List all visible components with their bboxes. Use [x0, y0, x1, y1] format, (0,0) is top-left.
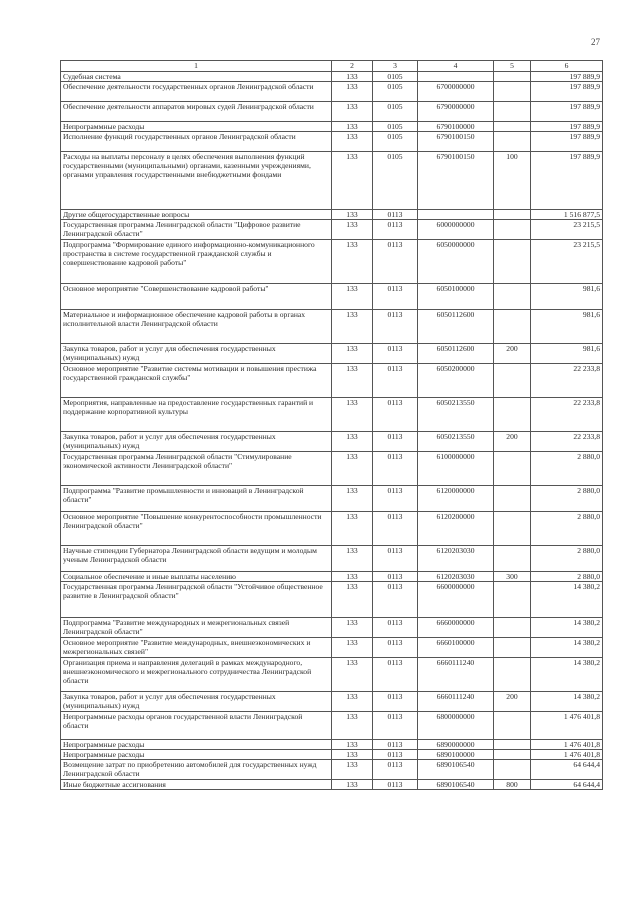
table-row	[61, 220, 603, 240]
row-expense-type	[494, 658, 531, 692]
row-target-article: 6890100000	[418, 750, 494, 760]
row-name: Непрограммные расходы органов государственной власти Ленинградской области	[61, 712, 332, 740]
row-amount: 197 889,9	[531, 72, 603, 82]
row-amount: 14 380,2	[531, 638, 603, 658]
table-row	[61, 546, 603, 572]
row-target-article: 6120203030	[418, 546, 494, 572]
row-ministry-code: 133	[332, 658, 373, 692]
row-target-article: 6000000000	[418, 220, 494, 240]
table-row	[61, 240, 603, 284]
row-ministry-code: 133	[332, 284, 373, 310]
row-target-article: 6050213550	[418, 432, 494, 452]
row-section-code: 0113	[373, 582, 418, 618]
table-row	[61, 658, 603, 692]
table-row	[61, 210, 603, 220]
row-name: Иные бюджетные ассигнования	[61, 780, 332, 790]
row-section-code: 0113	[373, 750, 418, 760]
table-row	[61, 712, 603, 740]
table-row	[61, 780, 603, 790]
row-name: Основное мероприятие "Повышение конкурентоспособности промышленности Ленинградской области"	[61, 512, 332, 546]
row-amount: 2 880,0	[531, 452, 603, 486]
row-amount: 23 215,5	[531, 240, 603, 284]
row-amount: 197 889,9	[531, 82, 603, 102]
row-expense-type	[494, 452, 531, 486]
row-target-article: 6050000000	[418, 240, 494, 284]
row-section-code: 0113	[373, 284, 418, 310]
table-body	[61, 72, 603, 790]
row-amount: 14 380,2	[531, 658, 603, 692]
row-target-article: 6120200000	[418, 512, 494, 546]
row-ministry-code: 133	[332, 760, 373, 780]
row-ministry-code: 133	[332, 486, 373, 512]
row-expense-type	[494, 122, 531, 132]
row-section-code: 0113	[373, 240, 418, 284]
row-section-code: 0105	[373, 72, 418, 82]
row-amount: 197 889,9	[531, 102, 603, 122]
table-row	[61, 82, 603, 102]
row-name: Материальное и информационное обеспечение кадровой работы в органах исполнительной власти Ленинградской области	[61, 310, 332, 344]
row-ministry-code: 133	[332, 102, 373, 122]
header-col-4: 4	[418, 61, 494, 72]
row-target-article: 6800000000	[418, 712, 494, 740]
row-ministry-code: 133	[332, 152, 373, 210]
row-expense-type	[494, 132, 531, 152]
row-expense-type	[494, 638, 531, 658]
row-target-article: 6050100000	[418, 284, 494, 310]
row-section-code: 0113	[373, 740, 418, 750]
header-col-5: 5	[494, 61, 531, 72]
row-name: Организация приема и направления делегаций в рамках международного, внешнеэкономического и межрегионального сотрудничества Ленинградской области	[61, 658, 332, 692]
row-name: Возмещение затрат по приобретению автомобилей для государственных нужд Ленинградской области	[61, 760, 332, 780]
table-row	[61, 344, 603, 364]
row-expense-type	[494, 210, 531, 220]
row-ministry-code: 133	[332, 638, 373, 658]
row-target-article: 6790000000	[418, 102, 494, 122]
row-section-code: 0105	[373, 152, 418, 210]
row-amount: 22 233,8	[531, 398, 603, 432]
row-expense-type: 100	[494, 152, 531, 210]
row-name: Основное мероприятие "Совершенствование кадровой работы"	[61, 284, 332, 310]
row-target-article: 6790100150	[418, 132, 494, 152]
row-section-code: 0113	[373, 692, 418, 712]
row-name: Закупка товаров, работ и услуг для обеспечения государственных (муниципальных) нужд	[61, 344, 332, 364]
row-ministry-code: 133	[332, 344, 373, 364]
row-amount: 981,6	[531, 344, 603, 364]
row-section-code: 0105	[373, 122, 418, 132]
table-row	[61, 310, 603, 344]
row-expense-type	[494, 102, 531, 122]
row-amount: 197 889,9	[531, 122, 603, 132]
row-section-code: 0113	[373, 398, 418, 432]
row-amount: 981,6	[531, 310, 603, 344]
row-expense-type	[494, 72, 531, 82]
row-section-code: 0113	[373, 638, 418, 658]
row-amount: 14 380,2	[531, 692, 603, 712]
table-row	[61, 284, 603, 310]
row-expense-type: 300	[494, 572, 531, 582]
table-row	[61, 72, 603, 82]
header-col-6: 6	[531, 61, 603, 72]
row-target-article: 6660000000	[418, 618, 494, 638]
row-ministry-code: 133	[332, 546, 373, 572]
row-name: Непрограммные расходы	[61, 740, 332, 750]
row-section-code: 0113	[373, 572, 418, 582]
row-target-article: 6660111240	[418, 658, 494, 692]
row-ministry-code: 133	[332, 398, 373, 432]
table-row	[61, 102, 603, 122]
row-name: Обеспечение деятельности государственных органов Ленинградской области	[61, 82, 332, 102]
row-expense-type	[494, 712, 531, 740]
row-amount: 2 880,0	[531, 546, 603, 572]
table-row	[61, 750, 603, 760]
row-target-article: 6120000000	[418, 486, 494, 512]
row-target-article: 6100000000	[418, 452, 494, 486]
row-section-code: 0113	[373, 658, 418, 692]
row-amount: 2 880,0	[531, 572, 603, 582]
row-amount: 14 380,2	[531, 618, 603, 638]
row-ministry-code: 133	[332, 582, 373, 618]
row-ministry-code: 133	[332, 210, 373, 220]
row-section-code: 0113	[373, 344, 418, 364]
row-amount: 2 880,0	[531, 512, 603, 546]
row-ministry-code: 133	[332, 220, 373, 240]
row-target-article: 6050112600	[418, 344, 494, 364]
table-row	[61, 152, 603, 210]
row-target-article: 6890106540	[418, 780, 494, 790]
row-target-article: 6890106540	[418, 760, 494, 780]
row-expense-type	[494, 750, 531, 760]
row-ministry-code: 133	[332, 572, 373, 582]
row-name: Другие общегосударственные вопросы	[61, 210, 332, 220]
row-section-code: 0105	[373, 82, 418, 102]
row-expense-type	[494, 486, 531, 512]
row-section-code: 0113	[373, 452, 418, 486]
table-row	[61, 122, 603, 132]
row-name: Основное мероприятие "Развитие международных, внешнеэкономических и межрегиональных связей"	[61, 638, 332, 658]
row-ministry-code: 133	[332, 512, 373, 546]
row-expense-type	[494, 582, 531, 618]
row-name: Закупка товаров, работ и услуг для обеспечения государственных (муниципальных) нужд	[61, 432, 332, 452]
row-section-code: 0113	[373, 220, 418, 240]
row-expense-type: 200	[494, 344, 531, 364]
row-target-article: 6120203030	[418, 572, 494, 582]
table-row	[61, 638, 603, 658]
row-expense-type: 200	[494, 692, 531, 712]
row-amount: 1 476 401,8	[531, 712, 603, 740]
row-amount: 64 644,4	[531, 780, 603, 790]
row-ministry-code: 133	[332, 712, 373, 740]
row-section-code: 0113	[373, 364, 418, 398]
row-expense-type	[494, 546, 531, 572]
row-target-article	[418, 72, 494, 82]
row-name: Подпрограмма "Формирование единого информационно-коммуникационного пространства в системе государственной гражданской службы и совершенствование кадровой работы"	[61, 240, 332, 284]
row-expense-type: 800	[494, 780, 531, 790]
row-name: Обеспечение деятельности аппаратов мировых судей Ленинградской области	[61, 102, 332, 122]
page-number: 27	[591, 37, 600, 47]
row-name: Мероприятия, направленные на предоставление государственных гарантий и поддержание корпоративной культуры	[61, 398, 332, 432]
row-amount: 1 516 877,5	[531, 210, 603, 220]
row-name: Государственная программа Ленинградской области "Цифровое развитие Ленинградской области"	[61, 220, 332, 240]
row-ministry-code: 133	[332, 72, 373, 82]
row-name: Закупка товаров, работ и услуг для обеспечения государственных (муниципальных) нужд	[61, 692, 332, 712]
row-section-code: 0105	[373, 102, 418, 122]
row-name: Основное мероприятие "Развитие системы мотивации и повышения престижа государственной гражданской службы"	[61, 364, 332, 398]
row-expense-type	[494, 618, 531, 638]
row-expense-type	[494, 512, 531, 546]
row-amount: 981,6	[531, 284, 603, 310]
row-ministry-code: 133	[332, 132, 373, 152]
row-target-article: 6050200000	[418, 364, 494, 398]
row-section-code: 0105	[373, 132, 418, 152]
table-row	[61, 452, 603, 486]
header-col-1: 1	[61, 61, 332, 72]
row-ministry-code: 133	[332, 122, 373, 132]
row-section-code: 0113	[373, 760, 418, 780]
row-section-code: 0113	[373, 512, 418, 546]
row-expense-type	[494, 284, 531, 310]
row-ministry-code: 133	[332, 692, 373, 712]
row-ministry-code: 133	[332, 452, 373, 486]
row-name: Непрограммные расходы	[61, 750, 332, 760]
row-target-article: 6050213550	[418, 398, 494, 432]
row-section-code: 0113	[373, 546, 418, 572]
row-ministry-code: 133	[332, 310, 373, 344]
row-name: Научные стипендии Губернатора Ленинградской области ведущим и молодым ученым Ленинградской области	[61, 546, 332, 572]
row-section-code: 0113	[373, 486, 418, 512]
row-section-code: 0113	[373, 210, 418, 220]
row-name: Государственная программа Ленинградской области "Устойчивое общественное развитие в Ленинградской области"	[61, 582, 332, 618]
row-target-article: 6660111240	[418, 692, 494, 712]
row-section-code: 0113	[373, 618, 418, 638]
row-section-code: 0113	[373, 712, 418, 740]
row-target-article: 6660100000	[418, 638, 494, 658]
header-row	[61, 61, 603, 72]
row-expense-type	[494, 82, 531, 102]
table-row	[61, 486, 603, 512]
row-expense-type	[494, 760, 531, 780]
budget-table	[60, 60, 603, 790]
row-amount: 2 880,0	[531, 486, 603, 512]
table-row	[61, 364, 603, 398]
table-row	[61, 132, 603, 152]
table-row	[61, 740, 603, 750]
row-ministry-code: 133	[332, 740, 373, 750]
header-col-3: 3	[373, 61, 418, 72]
row-section-code: 0113	[373, 310, 418, 344]
row-target-article: 6600000000	[418, 582, 494, 618]
row-amount: 14 380,2	[531, 582, 603, 618]
row-name: Государственная программа Ленинградской области "Стимулирование экономической активности Ленинградской области"	[61, 452, 332, 486]
row-section-code: 0113	[373, 780, 418, 790]
row-ministry-code: 133	[332, 750, 373, 760]
table-row	[61, 692, 603, 712]
row-section-code: 0113	[373, 432, 418, 452]
table-row	[61, 512, 603, 546]
row-name: Социальное обеспечение и иные выплаты населению	[61, 572, 332, 582]
table-row	[61, 432, 603, 452]
row-expense-type	[494, 220, 531, 240]
header-col-2: 2	[332, 61, 373, 72]
table-row	[61, 572, 603, 582]
row-expense-type: 200	[494, 432, 531, 452]
row-name: Подпрограмма "Развитие промышленности и инноваций в Ленинградской области"	[61, 486, 332, 512]
table-row	[61, 760, 603, 780]
row-target-article: 6790100150	[418, 152, 494, 210]
row-target-article: 6890000000	[418, 740, 494, 750]
row-ministry-code: 133	[332, 432, 373, 452]
row-target-article: 6790100000	[418, 122, 494, 132]
row-amount: 64 644,4	[531, 760, 603, 780]
row-ministry-code: 133	[332, 364, 373, 398]
table-row	[61, 582, 603, 618]
row-expense-type	[494, 364, 531, 398]
row-name: Исполнение функций государственных органов Ленинградской области	[61, 132, 332, 152]
row-name: Расходы на выплаты персоналу в целях обеспечения выполнения функций государственными (муниципальными) органами, казенными учреждениями, органами управления государственными внебюджетными фондами	[61, 152, 332, 210]
row-amount: 1 476 401,8	[531, 740, 603, 750]
row-name: Непрограммные расходы	[61, 122, 332, 132]
row-amount: 22 233,8	[531, 364, 603, 398]
row-name: Судебная система	[61, 72, 332, 82]
row-amount: 23 215,5	[531, 220, 603, 240]
row-ministry-code: 133	[332, 240, 373, 284]
row-expense-type	[494, 398, 531, 432]
row-name: Подпрограмма "Развитие международных и межрегиональных связей Ленинградской области"	[61, 618, 332, 638]
row-ministry-code: 133	[332, 780, 373, 790]
row-ministry-code: 133	[332, 618, 373, 638]
row-amount: 1 476 401,8	[531, 750, 603, 760]
row-target-article: 6050112600	[418, 310, 494, 344]
row-target-article: 6700000000	[418, 82, 494, 102]
row-target-article	[418, 210, 494, 220]
row-expense-type	[494, 740, 531, 750]
row-amount: 197 889,9	[531, 132, 603, 152]
row-amount: 22 233,8	[531, 432, 603, 452]
row-ministry-code: 133	[332, 82, 373, 102]
table-row	[61, 398, 603, 432]
table-row	[61, 618, 603, 638]
row-amount: 197 889,9	[531, 152, 603, 210]
row-expense-type	[494, 310, 531, 344]
row-expense-type	[494, 240, 531, 284]
